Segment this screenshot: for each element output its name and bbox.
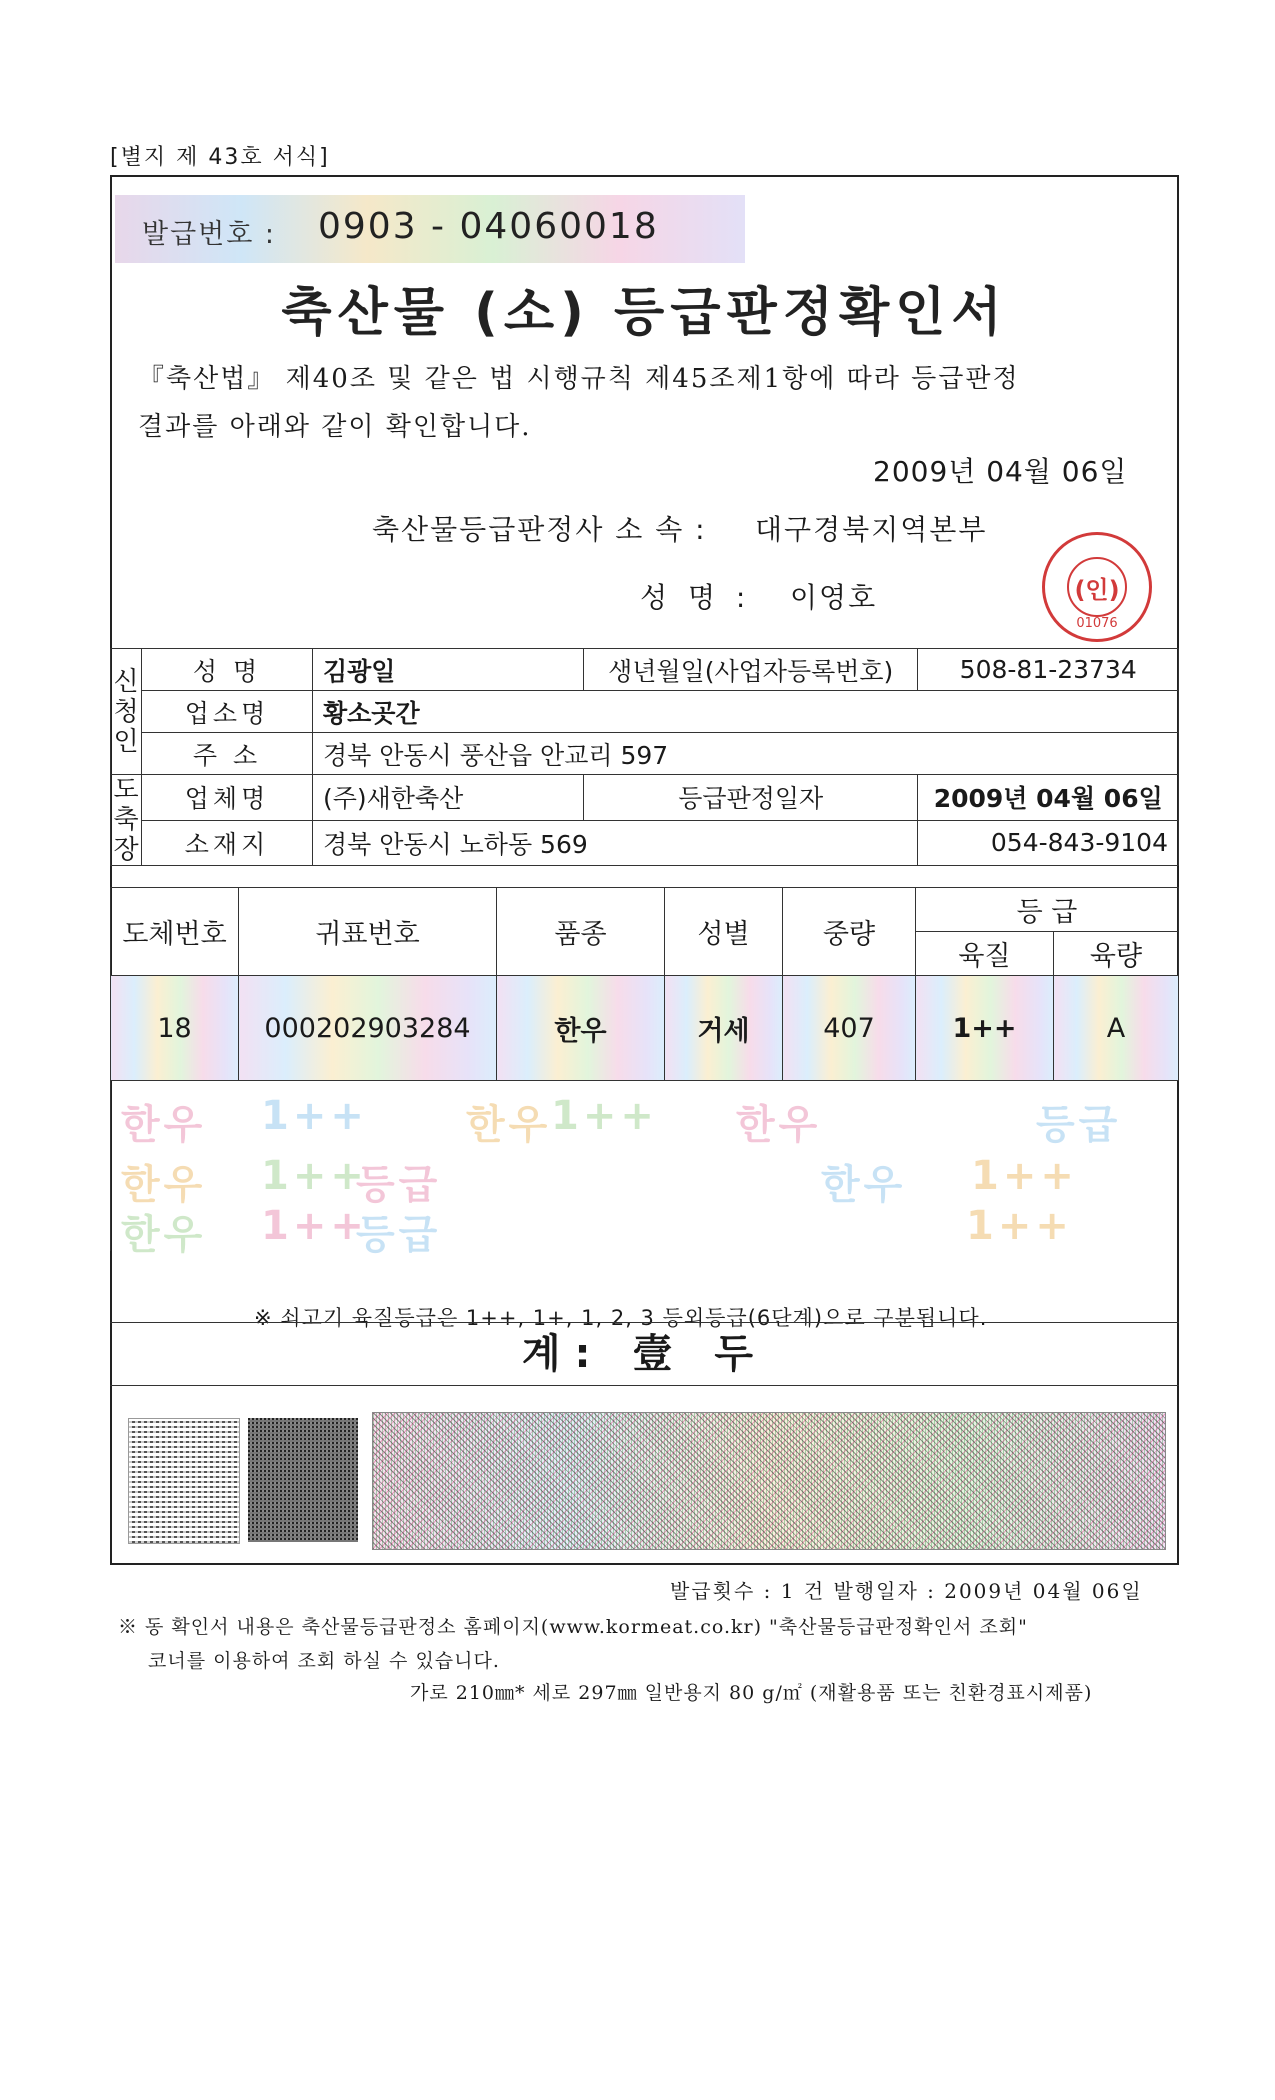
watermark-breed: 한우 [121, 1212, 207, 1258]
business-name-label: 업소명 [142, 691, 313, 733]
watermark-breed: 한우 [466, 1102, 552, 1148]
carcass-no: 18 [111, 976, 239, 1081]
applicant-name: 김광일 [313, 649, 584, 691]
applicant-name-label: 성 명 [142, 649, 313, 691]
yield-grade: A [1054, 976, 1179, 1081]
watermark-breed: 한우 [121, 1162, 207, 1208]
issue-number-label: 발급번호 : [142, 219, 277, 250]
notice-footer [118, 1610, 1178, 1678]
grade-data-row [111, 976, 1179, 1081]
watermark-breed: 한우 [821, 1162, 907, 1208]
location: 경북 안동시 노하동 569 [313, 820, 918, 866]
slaughterhouse-side-label: 도축장 [111, 775, 142, 866]
security-watermark [111, 1081, 1179, 1258]
watermark-grade: 1++ [966, 1203, 1073, 1249]
security-code-1 [128, 1418, 240, 1544]
grader-affiliation-label: 축산물등급판정사 소 속 : [372, 513, 707, 546]
watermark-grade: 1++ [261, 1153, 368, 1199]
sex-header: 성별 [665, 888, 783, 976]
watermark-breed: 한우 [121, 1102, 207, 1148]
ear-tag-header: 귀표번호 [239, 888, 497, 976]
seal-number: 01076 [1076, 616, 1118, 631]
applicant-slaughterhouse-table [110, 648, 1179, 866]
breed-header: 품종 [497, 888, 665, 976]
yield-header: 육량 [1054, 932, 1179, 976]
security-code-3 [372, 1412, 1166, 1550]
form-number: [별지 제 43호 서식] [110, 145, 330, 170]
grade-note: ※ 쇠고기 육질등급은 1++, 1+, 1, 2, 3 등외등급(6단계)으로 구분됩니다. [248, 1302, 993, 1332]
address: 경북 안동시 풍산읍 안교리 597 [313, 733, 1179, 775]
quality-header: 육질 [916, 932, 1054, 976]
business-name: 황소곳간 [313, 691, 1179, 733]
grade-table [110, 887, 1179, 1258]
grader-name-label: 성 명 : [640, 581, 752, 614]
phone: 054-843-9104 [918, 820, 1179, 866]
grader-name: 이영호 [790, 581, 878, 614]
weight: 407 [783, 976, 916, 1081]
company-name: (주)새한축산 [313, 775, 584, 821]
applicant-side-label: 신청인 [111, 649, 142, 775]
intro-line-1: 『축산법』 제40조 및 같은 법 시행규칙 제45조제1항에 따라 등급판정 [138, 364, 1020, 394]
grader-affiliation: 대구경북지역본부 [755, 513, 988, 546]
grade-header: 등 급 [916, 888, 1179, 932]
watermark-grade: 1++ [261, 1203, 368, 1249]
seal-center: (인) [1067, 557, 1127, 617]
security-code-2 [248, 1418, 358, 1542]
intro-text [138, 355, 1138, 451]
carcass-no-header: 도체번호 [111, 888, 239, 976]
official-seal [1042, 532, 1152, 642]
watermark-grade: 1++ [261, 1093, 368, 1139]
issue-number: 0903 - 04060018 [318, 206, 659, 247]
watermark-level: 등급 [1036, 1102, 1122, 1148]
paper-spec: 가로 210㎜* 세로 297㎜ 일반용지 80 g/㎡ (재활용품 또는 친환경표시제품) [410, 1682, 1093, 1704]
grading-date-label: 등급판정일자 [584, 775, 918, 821]
notice-line-1: ※ 동 확인서 내용은 축산물등급판정소 홈페이지(www.kormeat.co.kr) "축산물등급판정확인서 조회" [118, 1616, 1028, 1638]
birth-value: 508-81-23734 [918, 649, 1179, 691]
watermark-level: 등급 [356, 1212, 442, 1258]
watermark-grade: 1++ [971, 1153, 1078, 1199]
watermark-level: 등급 [356, 1162, 442, 1208]
watermark-grade: 1++ [551, 1093, 658, 1139]
quality-grade: 1++ [916, 976, 1054, 1081]
issue-count-footer: 발급횟수 : 1 건 발행일자 : 2009년 04월 06일 [670, 1579, 1143, 1603]
intro-line-2: 결과를 아래와 같이 확인합니다. [138, 412, 532, 442]
grading-date: 2009년 04월 06일 [918, 775, 1179, 821]
breed: 한우 [497, 976, 665, 1081]
address-label: 주 소 [142, 733, 313, 775]
birth-label: 생년월일(사업자등록번호) [584, 649, 918, 691]
watermark-breed: 한우 [736, 1102, 822, 1148]
weight-header: 중량 [783, 888, 916, 976]
notice-line-2: 코너를 이용하여 조회 하실 수 있습니다. [148, 1650, 500, 1672]
company-label: 업체명 [142, 775, 313, 821]
ear-tag: 000202903284 [239, 976, 497, 1081]
location-label: 소재지 [142, 820, 313, 866]
total-count: 계: 壹 두 [521, 1331, 768, 1377]
total-row [110, 1322, 1179, 1386]
issue-date: 2009년 04월 06일 [873, 455, 1128, 488]
document-title: 축산물 (소) 등급판정확인서 [281, 283, 1008, 343]
sex: 거세 [665, 976, 783, 1081]
